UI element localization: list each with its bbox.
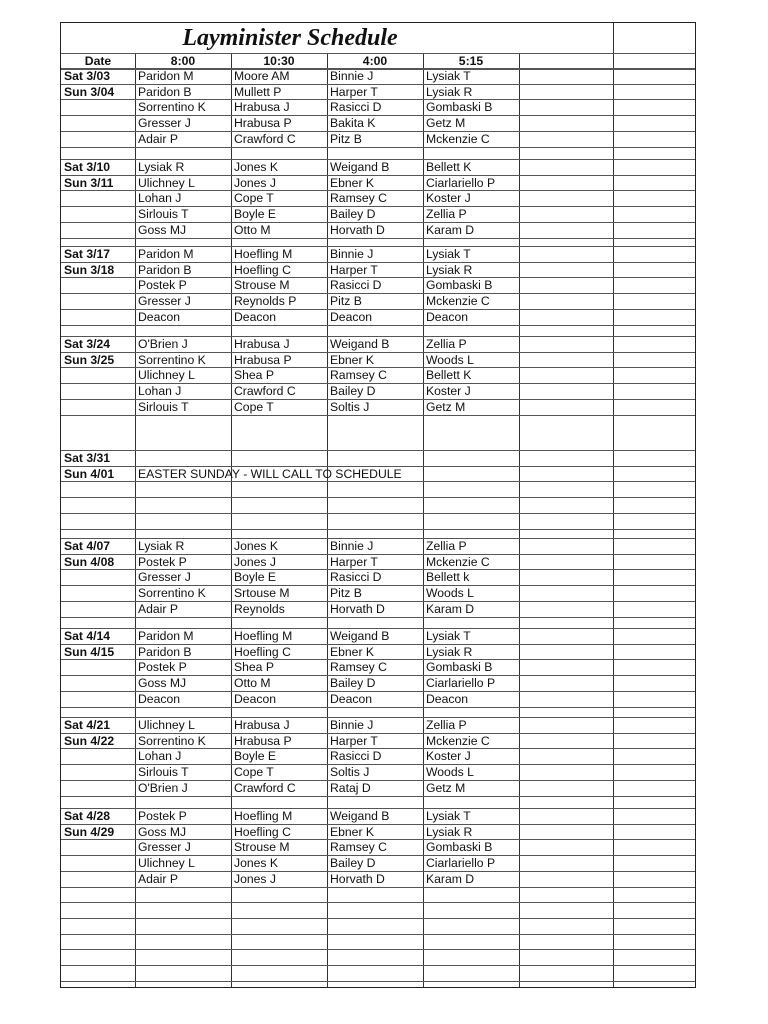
date-cell: Sat 4/14 [64, 629, 111, 643]
date-cell: Sun 3/04 [64, 84, 115, 99]
minister-cell: Weigand B [330, 629, 390, 643]
minister-cell: Karam D [426, 871, 475, 886]
minister-cell: Deacon [426, 309, 469, 324]
minister-cell: Jones K [234, 539, 279, 553]
minister-cell: Sirlouis T [138, 207, 189, 222]
minister-cell: Otto M [234, 222, 271, 237]
minister-cell: Hrabusa P [234, 116, 292, 131]
minister-cell: Cope T [234, 765, 274, 780]
minister-cell: Rasicci D [330, 278, 382, 293]
minister-cell: Shea P [234, 660, 274, 675]
row-divider [61, 497, 695, 498]
minister-cell: Lysiak R [426, 824, 473, 839]
minister-cell: Hrabusa J [234, 718, 290, 732]
minister-cell: Bailey D [330, 207, 376, 222]
minister-cell: Hoefling M [234, 629, 293, 643]
minister-cell: Gombaski B [426, 278, 493, 293]
row-divider [61, 949, 695, 950]
row-divider [61, 513, 695, 514]
minister-cell: Ulichney L [138, 368, 195, 383]
minister-cell: Strouse M [234, 278, 290, 293]
minister-cell: Jones K [234, 160, 279, 174]
minister-cell: Horvath D [330, 222, 385, 237]
minister-cell: Mckenzie C [426, 294, 490, 309]
minister-cell: Binnie J [330, 247, 374, 261]
minister-cell: Weigand B [330, 337, 390, 351]
column-divider [613, 23, 614, 987]
minister-cell: Jones J [234, 554, 277, 569]
minister-cell: Cope T [234, 191, 274, 206]
minister-cell: Postek P [138, 278, 187, 293]
date-cell: Sun 4/01 [64, 466, 115, 481]
header-time: 5:15 [458, 54, 484, 68]
minister-cell: Boyle E [234, 749, 277, 764]
minister-cell: Adair P [138, 601, 178, 616]
date-cell: Sat 3/31 [64, 451, 111, 465]
minister-cell: Adair P [138, 131, 178, 146]
minister-cell: Ciarlariello P [426, 676, 496, 691]
minister-cell: Bellett K [426, 160, 472, 174]
minister-cell: Zellia P [426, 718, 467, 732]
header-time: 8:00 [170, 54, 196, 68]
minister-cell: Goss MJ [138, 222, 187, 237]
minister-cell: Hrabusa J [234, 100, 290, 115]
minister-cell: Gombaski B [426, 840, 493, 855]
minister-cell: Ramsey C [330, 660, 387, 675]
minister-cell: Mullett P [234, 84, 282, 99]
minister-cell: Lohan J [138, 384, 182, 399]
minister-cell: Cope T [234, 399, 274, 414]
minister-cell: Jones K [234, 856, 279, 871]
minister-cell: Jones J [234, 175, 277, 190]
column-divider [519, 53, 520, 987]
minister-cell: Soltis J [330, 399, 370, 414]
minister-cell: Deacon [138, 309, 181, 324]
date-cell: Sat 3/10 [64, 160, 111, 174]
minister-cell: Crawford C [234, 384, 296, 399]
row-divider [61, 717, 695, 718]
minister-cell: Shea P [234, 368, 274, 383]
minister-cell: Deacon [330, 691, 373, 706]
minister-cell: Adair P [138, 871, 178, 886]
minister-cell: Postek P [138, 809, 187, 823]
minister-cell: Reynolds P [234, 294, 297, 309]
minister-cell: Ramsey C [330, 840, 387, 855]
row-divider [61, 415, 695, 416]
row-divider [61, 147, 695, 148]
row-divider [61, 246, 695, 247]
minister-cell: Sirlouis T [138, 765, 189, 780]
minister-cell: Bailey D [330, 676, 376, 691]
date-cell: Sat 3/24 [64, 337, 111, 351]
minister-cell: Binnie J [330, 718, 374, 732]
minister-cell: Crawford C [234, 131, 296, 146]
minister-cell: Deacon [426, 691, 469, 706]
minister-cell: Woods L [426, 586, 474, 601]
row-divider [61, 887, 695, 888]
minister-cell: Jones J [234, 871, 277, 886]
minister-cell: Sirlouis T [138, 399, 189, 414]
row-divider [61, 707, 695, 708]
minister-cell: Reynolds [234, 601, 285, 616]
minister-cell: Lysiak R [138, 160, 185, 174]
minister-cell: O'Brien J [138, 337, 188, 351]
minister-cell: Boyle E [234, 570, 277, 585]
minister-cell: Zellia P [426, 539, 467, 553]
minister-cell: Paridon B [138, 262, 192, 277]
minister-cell: Ebner K [330, 824, 375, 839]
minister-cell: Bellett k [426, 570, 470, 585]
minister-cell: Mckenzie C [426, 131, 490, 146]
date-cell: Sat 4/07 [64, 539, 111, 553]
minister-cell: Lysiak T [426, 247, 471, 261]
minister-cell: Weigand B [330, 809, 390, 823]
minister-cell: Pitz B [330, 586, 362, 601]
minister-cell: Paridon M [138, 247, 194, 261]
row-divider [61, 159, 695, 160]
minister-cell: Lysiak R [426, 262, 473, 277]
row-divider [61, 902, 695, 903]
row-divider [61, 617, 695, 618]
minister-cell: Paridon B [138, 84, 192, 99]
minister-cell: Getz M [426, 399, 466, 414]
minister-cell: Rasicci D [330, 749, 382, 764]
page-title: Layminister Schedule [182, 25, 398, 51]
minister-cell: Pitz B [330, 294, 362, 309]
row-divider [61, 529, 695, 530]
date-cell: Sun 3/18 [64, 262, 115, 277]
minister-cell: Rasicci D [330, 570, 382, 585]
minister-cell: Sorrentino K [138, 586, 206, 601]
minister-cell: Getz M [426, 116, 466, 131]
row-divider [61, 238, 695, 239]
column-divider [135, 53, 136, 987]
minister-cell: Paridon M [138, 69, 194, 83]
minister-cell: Harper T [330, 554, 378, 569]
minister-cell: Goss MJ [138, 676, 187, 691]
minister-cell: Harper T [330, 84, 378, 99]
header-time: 10:30 [263, 54, 295, 68]
minister-cell: Ebner K [330, 352, 375, 367]
minister-cell: Sorrentino K [138, 100, 206, 115]
minister-cell: Harper T [330, 733, 378, 748]
minister-cell: Hrabusa J [234, 337, 290, 351]
minister-cell: Zellia P [426, 207, 467, 222]
minister-cell: Lysiak R [426, 644, 473, 659]
row-divider [61, 450, 695, 451]
minister-cell: Strouse M [234, 840, 290, 855]
minister-cell: Mckenzie C [426, 733, 490, 748]
minister-cell: Lysiak T [426, 69, 471, 83]
minister-cell: Gresser J [138, 840, 191, 855]
minister-cell: Moore AM [234, 69, 290, 83]
minister-cell: Koster J [426, 384, 471, 399]
row-divider [61, 981, 695, 982]
minister-cell: Hoefling M [234, 809, 293, 823]
minister-cell: Gombaski B [426, 660, 493, 675]
minister-cell: Mckenzie C [426, 554, 490, 569]
minister-cell: Hoefling C [234, 644, 291, 659]
minister-cell: Lysiak R [138, 539, 185, 553]
minister-cell: Deacon [138, 691, 181, 706]
minister-cell: Sorrentino K [138, 352, 206, 367]
column-divider [327, 53, 328, 987]
date-cell: Sun 4/15 [64, 644, 115, 659]
minister-cell: Postek P [138, 554, 187, 569]
minister-cell: Ramsey C [330, 191, 387, 206]
minister-cell: Hoefling C [234, 824, 291, 839]
minister-cell: Gresser J [138, 570, 191, 585]
minister-cell: Deacon [234, 691, 277, 706]
minister-cell: Gombaski B [426, 100, 493, 115]
minister-cell: Lysiak R [426, 84, 473, 99]
minister-cell: Deacon [234, 309, 277, 324]
row-divider [61, 68, 695, 69]
minister-cell: Lohan J [138, 749, 182, 764]
date-cell: Sun 4/22 [64, 733, 115, 748]
header-time: 4:00 [362, 54, 388, 68]
row-divider [61, 965, 695, 966]
minister-cell: Goss MJ [138, 824, 187, 839]
minister-cell: Bellett K [426, 368, 472, 383]
minister-cell: Ebner K [330, 644, 375, 659]
minister-cell: Paridon M [138, 629, 194, 643]
minister-cell: Pitz B [330, 131, 362, 146]
minister-cell: Bakita K [330, 116, 376, 131]
minister-cell: Hoefling M [234, 247, 293, 261]
minister-cell: Ulichney L [138, 718, 195, 732]
minister-cell: Harper T [330, 262, 378, 277]
minister-cell: Zellia P [426, 337, 467, 351]
minister-cell: Ciarlariello P [426, 175, 496, 190]
minister-cell: Deacon [330, 309, 373, 324]
minister-cell: Srtouse M [234, 586, 290, 601]
date-cell: Sun 3/25 [64, 352, 115, 367]
minister-cell: Binnie J [330, 539, 374, 553]
row-divider [61, 796, 695, 797]
minister-cell: Weigand B [330, 160, 390, 174]
minister-cell: Rataj D [330, 780, 371, 795]
easter-note: EASTER SUNDAY - WILL CALL TO SCHEDULE [138, 466, 402, 481]
date-cell: Sat 4/21 [64, 718, 111, 732]
column-divider [423, 53, 424, 987]
minister-cell: Hrabusa P [234, 352, 292, 367]
minister-cell: Postek P [138, 660, 187, 675]
minister-cell: Hoefling C [234, 262, 291, 277]
header-date: Date [84, 54, 112, 68]
minister-cell: Binnie J [330, 69, 374, 83]
row-divider [61, 628, 695, 629]
minister-cell: Ciarlariello P [426, 856, 496, 871]
minister-cell: Hrabusa P [234, 733, 292, 748]
date-cell: Sun 4/29 [64, 824, 115, 839]
column-divider [231, 53, 232, 987]
minister-cell: Bailey D [330, 856, 376, 871]
date-cell: Sun 3/11 [64, 175, 114, 190]
row-divider [61, 336, 695, 337]
row-divider [61, 538, 695, 539]
date-cell: Sat 3/03 [64, 69, 111, 83]
minister-cell: Karam D [426, 601, 475, 616]
minister-cell: Ramsey C [330, 368, 387, 383]
minister-cell: Boyle E [234, 207, 277, 222]
minister-cell: Koster J [426, 191, 471, 206]
minister-cell: Woods L [426, 352, 474, 367]
minister-cell: Koster J [426, 749, 471, 764]
minister-cell: Horvath D [330, 601, 385, 616]
minister-cell: Getz M [426, 780, 466, 795]
minister-cell: Soltis J [330, 765, 370, 780]
minister-cell: Rasicci D [330, 100, 382, 115]
minister-cell: Karam D [426, 222, 475, 237]
minister-cell: Gresser J [138, 116, 191, 131]
minister-cell: Ulichney L [138, 175, 195, 190]
minister-cell: Sorrentino K [138, 733, 206, 748]
minister-cell: Bailey D [330, 384, 376, 399]
minister-cell: Horvath D [330, 871, 385, 886]
minister-cell: Gresser J [138, 294, 191, 309]
row-divider [61, 918, 695, 919]
schedule-sheet [60, 22, 696, 988]
minister-cell: Ulichney L [138, 856, 195, 871]
minister-cell: O'Brien J [138, 780, 188, 795]
minister-cell: Crawford C [234, 780, 296, 795]
row-divider [61, 325, 695, 326]
minister-cell: Lysiak T [426, 629, 471, 643]
minister-cell: Ebner K [330, 175, 375, 190]
row-divider [61, 808, 695, 809]
date-cell: Sat 3/17 [64, 247, 111, 261]
date-cell: Sat 4/28 [64, 809, 111, 823]
minister-cell: Lohan J [138, 191, 182, 206]
date-cell: Sun 4/08 [64, 554, 115, 569]
minister-cell: Otto M [234, 676, 271, 691]
minister-cell: Lysiak T [426, 809, 471, 823]
minister-cell: Paridon B [138, 644, 192, 659]
minister-cell: Woods L [426, 765, 474, 780]
row-divider [61, 934, 695, 935]
